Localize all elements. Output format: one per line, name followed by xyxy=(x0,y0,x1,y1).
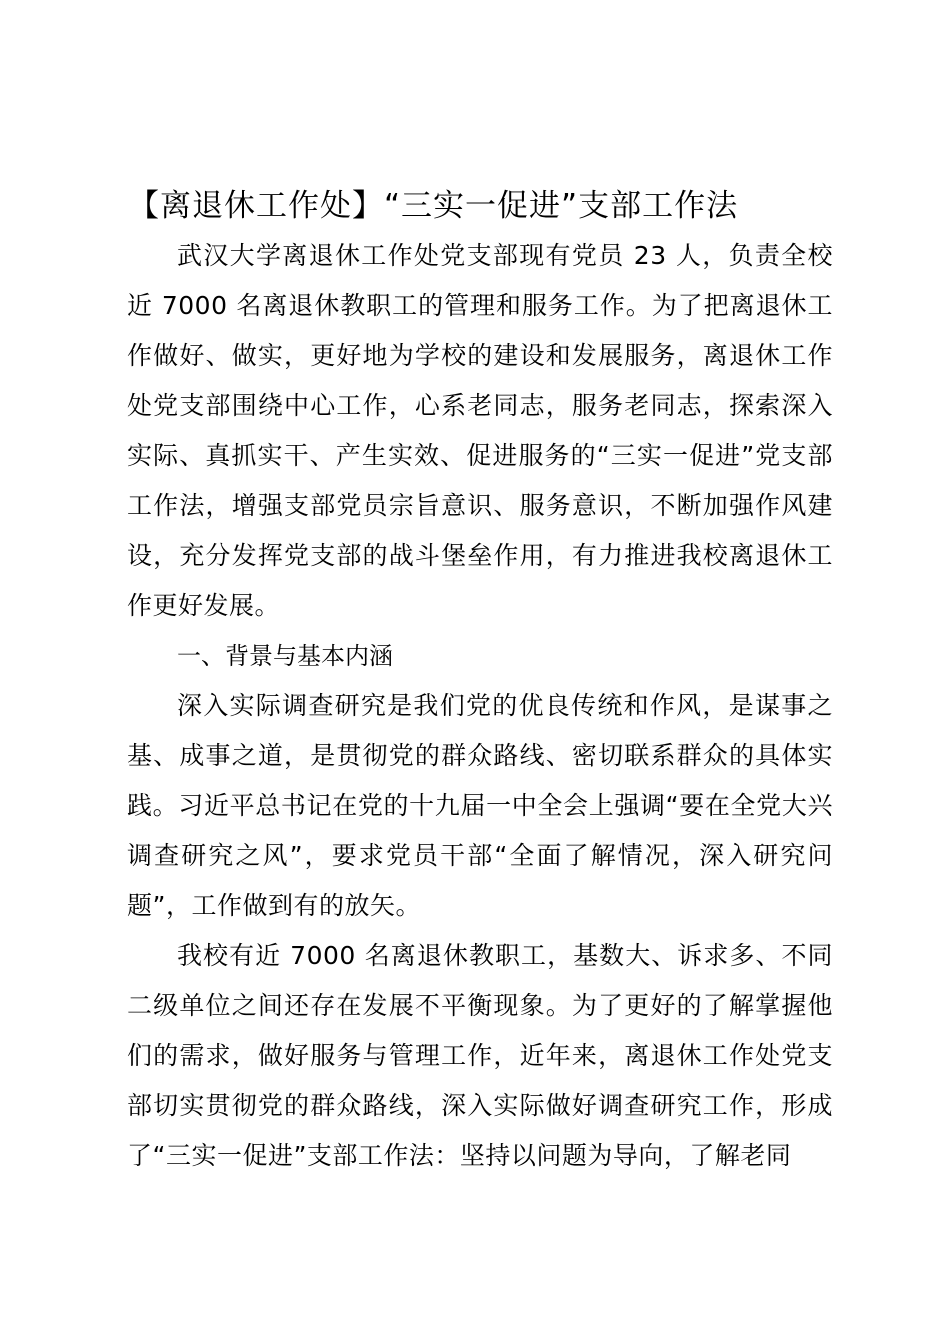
document-body xyxy=(127,231,833,1181)
document-title: 【离退休工作处】“三实一促进”支部工作法 xyxy=(128,188,739,224)
background-paragraph-1: 深入实际调查研究是我们党的优良传统和作风，是谋事之基、成事之道，是贯彻党的群众路线、密切联系群众的具体实践。习近平总书记在党的十九届一中全会上强调“要在全党大兴调查研究之风”，要求党员干部“全面了解情况，深入研究问题”，工作做到有的放矢。 xyxy=(127,691,833,920)
background-paragraph-2: 我校有近 7000 名离退休教职工，基数大、诉求多、不同二级单位之间还存在发展不平衡现象。为了更好的了解掌握他们的需求，做好服务与管理工作，近年来，离退休工作处党支部切实贯彻党的群众路线，深入实际做好调查研究工作，形成了“三实一促进”支部工作法：坚持以问题为导向，了解老同 xyxy=(127,941,833,1170)
intro-paragraph: 武汉大学离退休工作处党支部现有党员 23 人，负责全校近 7000 名离退休教职工的管理和服务工作。为了把离退休工作做好、做实，更好地为学校的建设和发展服务，离退休工作处党支部围绕中心工作，心系老同志，服务老同志，探索深入实际、真抓实干、产生实效、促进服务的“三实一促进”党支部工作法，增强支部党员宗旨意识、服务意识，不断加强作风建设，充分发挥党支部的战斗堡垒作用，有力推进我校离退休工作更好发展。 xyxy=(127,241,833,620)
section-heading: 一、背景与基本内涵 xyxy=(177,642,393,670)
